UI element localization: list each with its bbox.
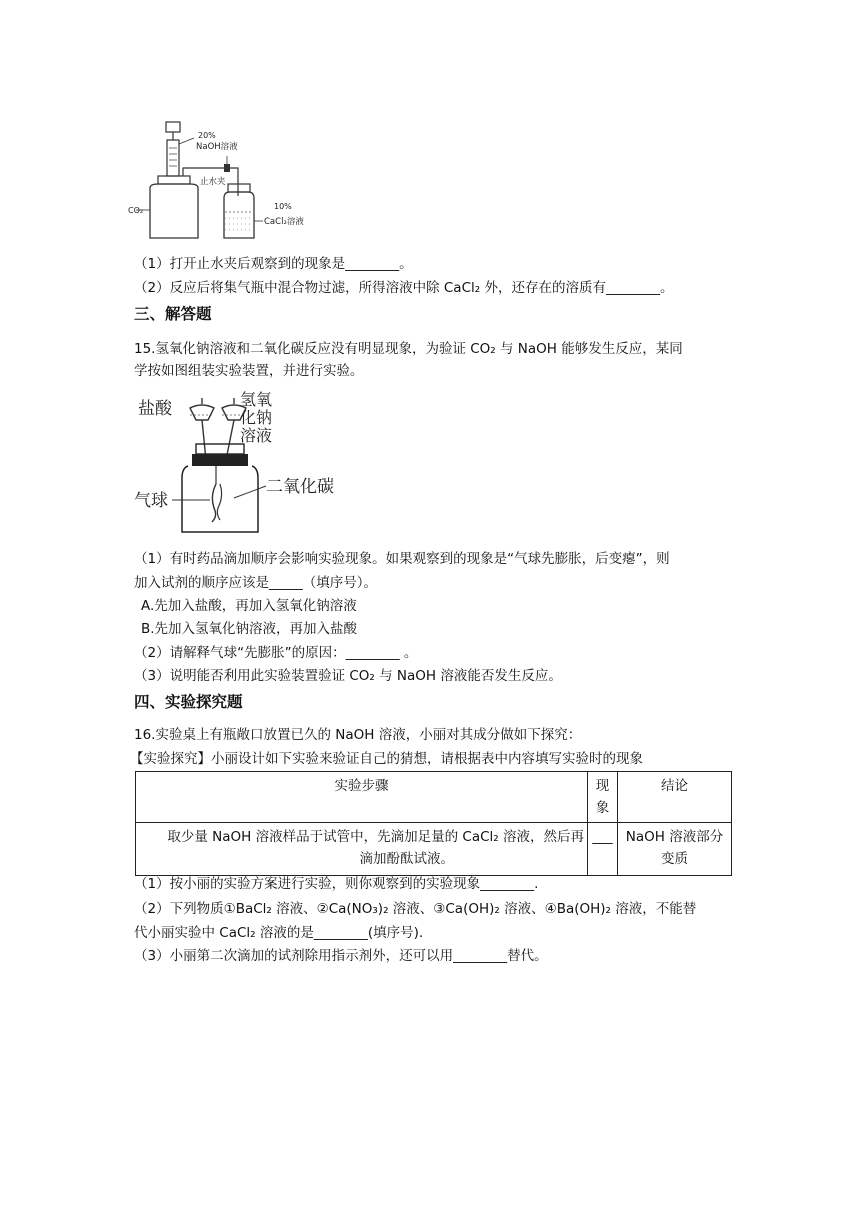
q16-stem: 16.实验桌上有瓶敞口放置已久的 NaOH 溶液，小丽对其成分做如下探究： (134, 727, 582, 743)
row-conclusion-line1: NaOH 溶液部分 (625, 829, 724, 845)
q14-part2: （2）反应后将集气瓶中混合物过滤，所得溶液中除 CaCl₂ 外，还存在的溶质有________。 (134, 280, 674, 296)
q16-part2-line2: 代小丽实验中 CaCl₂ 溶液的是________(填序号). (134, 925, 424, 941)
section3-title: 三、解答题 (134, 305, 212, 323)
fig1-naoh-label: NaOH溶液 (196, 142, 238, 152)
q15-option-a: A.先加入盐酸，再加入氢氧化钠溶液 (141, 598, 357, 614)
fig2-balloon-label: 气球 (134, 491, 168, 511)
fig1-clamp-label: 止水夹 (200, 177, 226, 187)
q15-option-b: B.先加入氢氧化钠溶液，再加入盐酸 (141, 621, 358, 637)
header-steps: 实验步骤 (334, 778, 389, 794)
experiment-table (135, 771, 732, 876)
fig2-naoh-label-2: 化钠 (240, 408, 273, 427)
header-phenomenon-2: 象 (595, 800, 610, 816)
q16-part2-line1: （2）下列物质①BaCl₂ 溶液、②Ca(NO₃)₂ 溶液、③Ca(OH)₂ 溶液、④Ba(OH)₂ 溶液，不能替 (134, 901, 697, 917)
fig1-cacl2-percent: 10% (274, 202, 292, 211)
q15-part1-line2: 加入试剂的顺序应该是_____（填序号）。 (134, 575, 377, 591)
fig2-naoh-label-3: 溶液 (240, 426, 273, 445)
row-step-line1: 取少量 NaOH 溶液样品于试管中，先滴加足量的 CaCl₂ 溶液，然后再 (167, 829, 584, 845)
row-phenomenon-blank: ___ (592, 829, 613, 845)
q15-stem-line1: 15.氢氧化钠溶液和二氧化碳反应没有明显现象，为验证 CO₂ 与 NaOH 能够发生反应，某同 (134, 341, 683, 357)
table-row (136, 823, 732, 876)
q16-intro: 【实验探究】小丽设计如下实验来验证自己的猜想，请根据表中内容填写实验时的现象 (130, 751, 643, 767)
row-conclusion-line2: 变质 (661, 851, 688, 867)
apparatus-figure-1 (128, 118, 318, 244)
fig2-co2-label: 二氧化碳 (266, 477, 334, 497)
table-header-row (136, 772, 732, 823)
q16-part3: （3）小丽第二次滴加的试剂除用指示剂外，还可以用________替代。 (134, 948, 548, 964)
q15-stem-line2: 学按如图组装实验装置，并进行实验。 (134, 363, 364, 379)
fig1-co2-label: CO₂ (128, 206, 144, 215)
q15-part3: （3）说明能否利用此实验装置验证 CO₂ 与 NaOH 溶液能否发生反应。 (134, 668, 562, 684)
fig2-hcl-label: 盐酸 (138, 399, 172, 419)
q15-part1-line1: （1）有时药品滴加顺序会影响实验现象。如果观察到的现象是“气球先膨胀，后变瘪”，则 (134, 551, 670, 567)
q15-part2: （2）请解释气球“先膨胀”的原因：________ 。 (134, 645, 418, 661)
fig2-naoh-label-1: 氢氧 (240, 390, 273, 409)
section4-title: 四、实验探究题 (134, 693, 243, 711)
fig1-naoh-percent: 20% (198, 131, 216, 140)
header-phenomenon-1: 现 (595, 778, 610, 794)
apparatus-figure-2 (130, 388, 340, 538)
row-step-line2: 滴加酚酞试液。 (359, 851, 454, 867)
q14-part1: （1）打开止水夹后观察到的现象是________。 (134, 256, 413, 272)
q16-part1: （1）按小丽的实验方案进行实验，则你观察到的实验现象________. (134, 876, 539, 892)
header-conclusion: 结论 (661, 778, 688, 794)
fig1-cacl2-label: CaCl₂溶液 (264, 217, 304, 227)
